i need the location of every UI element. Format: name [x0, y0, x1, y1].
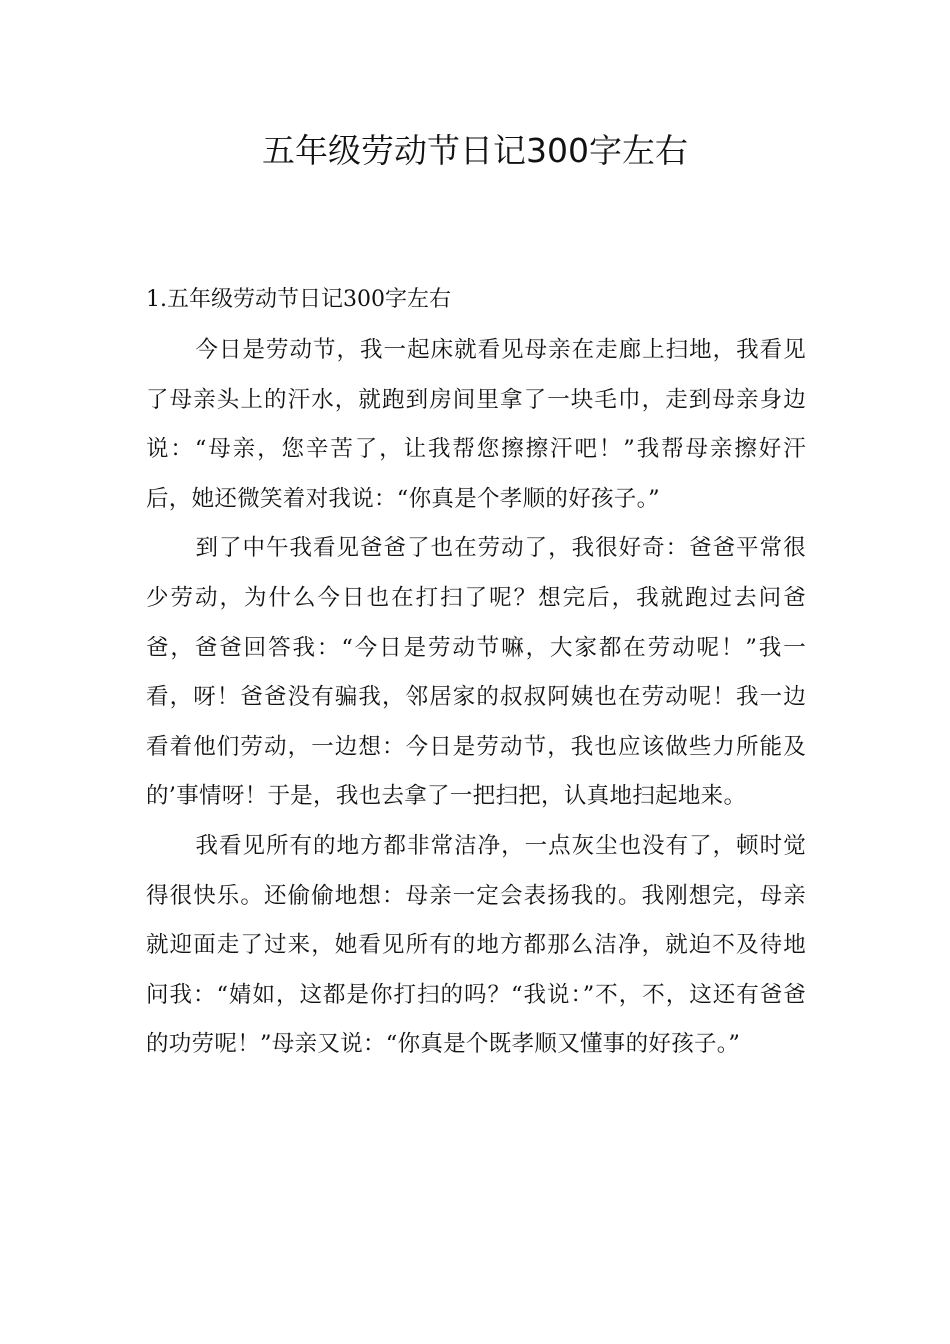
section-heading: 1.五年级劳动节日记300字左右 — [146, 287, 451, 312]
document-body — [146, 280, 806, 1070]
document-title: 五年级劳动节日记300字左右 — [262, 131, 688, 170]
paragraph-1: 今日是劳动节，我一起床就看见母亲在走廊上扫地，我看见了母亲头上的汗水，就跑到房间里拿了一块毛巾，走到母亲身边说：“母亲，您辛苦了，让我帮您擦擦汗吧！”我帮母亲擦好汗后，她还微笑着对我说：“你真是个孝顺的好孩子。” — [146, 337, 806, 512]
paragraph-3: 我看见所有的地方都非常洁净，一点灰尘也没有了，顿时觉得很快乐。还偷偷地想：母亲一定会表扬我的。我刚想完，母亲就迎面走了过来，她看见所有的地方都那么洁净，就迫不及待地问我：“婧如，这都是你打扫的吗？“我说：”不，不，这还有爸爸的功劳呢！”母亲又说：“你真是个既孝顺又懂事的好孩子。” — [146, 832, 806, 1058]
paragraph-2: 到了中午我看见爸爸了也在劳动了，我很好奇：爸爸平常很少劳动，为什么今日也在打扫了呢？想完后，我就跑过去问爸爸，爸爸回答我：“今日是劳动节嘛，大家都在劳动呢！”我一看，呀！爸爸没有骗我，邻居家的叔叔阿姨也在劳动呢！我一边看着他们劳动，一边想：今日是劳动节，我也应该做些力所能及的’事情呀！于是，我也去拿了一把扫把，认真地扫起地来。 — [146, 535, 806, 810]
